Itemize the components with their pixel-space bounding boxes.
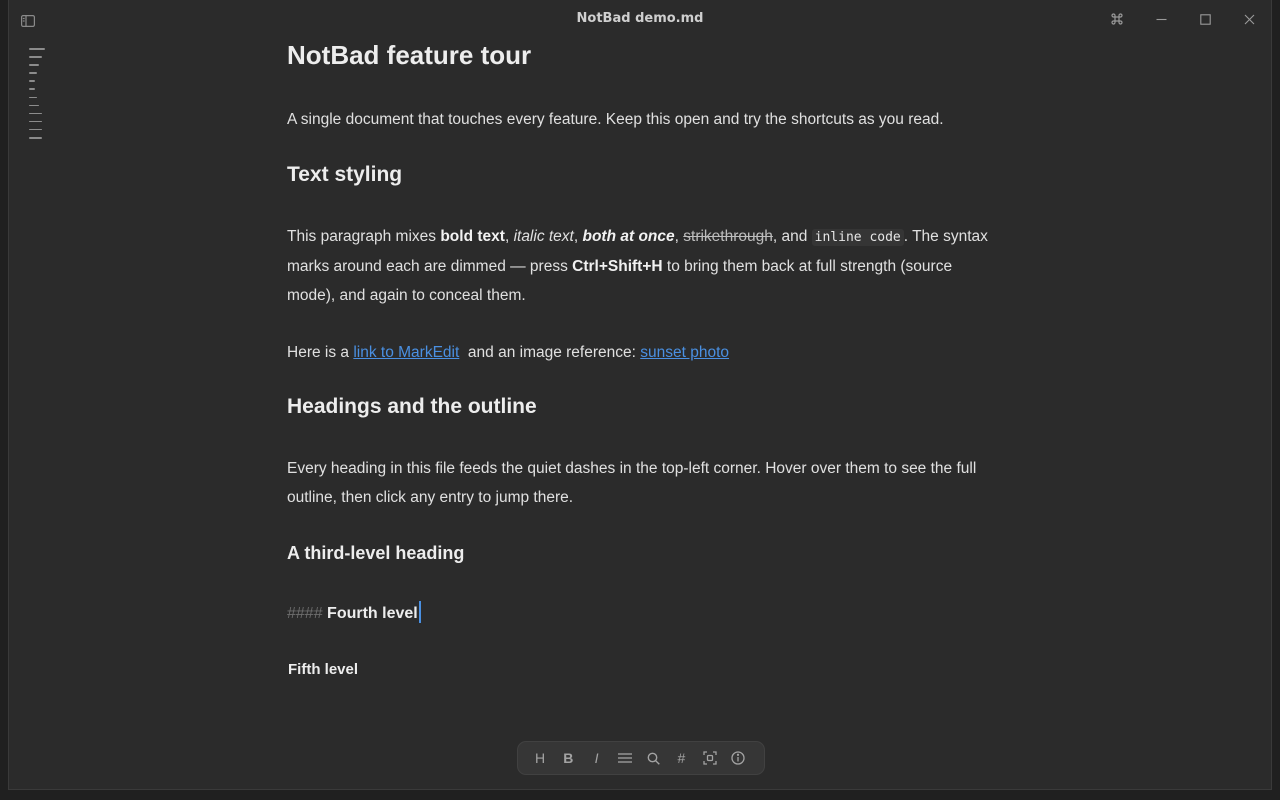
focus-button[interactable]: [698, 746, 722, 770]
bold-button[interactable]: [556, 746, 580, 770]
heading-button[interactable]: [528, 746, 552, 770]
search-icon: [647, 752, 660, 765]
shortcut-text: Ctrl+Shift+H: [572, 258, 663, 275]
minimize-button[interactable]: [1139, 0, 1183, 38]
heading-5: Fifth level: [288, 661, 359, 678]
hash-label: #: [677, 750, 686, 766]
title-bar: [9, 0, 1271, 38]
text-run: to bring them back at full strength (source mode), and again to conceal them.: [287, 258, 953, 304]
outline-dash[interactable]: [29, 113, 42, 115]
editor-window: [8, 0, 1272, 790]
outline-dash[interactable]: [29, 137, 42, 139]
heading-headings-outline: Headings and the outline: [287, 395, 537, 418]
bold-label: B: [563, 750, 574, 766]
text-caret: [419, 601, 421, 623]
focus-icon: [703, 751, 717, 765]
heading-marker: ####: [287, 605, 323, 622]
links-paragraph: [287, 338, 999, 367]
list-button[interactable]: [613, 746, 637, 770]
text-run: ,: [674, 228, 684, 245]
text-run: Here is a: [287, 344, 354, 361]
maximize-button[interactable]: [1183, 0, 1227, 38]
outline-minimap[interactable]: [29, 48, 49, 145]
info-icon: [731, 751, 745, 765]
info-button[interactable]: [726, 746, 750, 770]
italic-text: italic text: [513, 228, 574, 245]
text-run: This paragraph mixes: [287, 228, 441, 245]
bold-italic-text: both at once: [582, 228, 675, 245]
heading-4-line[interactable]: [287, 601, 421, 623]
outline-dash[interactable]: [29, 88, 35, 90]
outline-dash[interactable]: [29, 105, 39, 107]
text-run: , and: [772, 228, 812, 245]
heading-text-styling: Text styling: [287, 163, 403, 186]
text-run: ,: [573, 228, 583, 245]
outline-dash[interactable]: [29, 121, 42, 123]
text-run: and an image reference:: [459, 344, 641, 361]
formatting-toolbar: [517, 741, 765, 775]
heading-label: H: [534, 750, 546, 766]
sidebar-toggle-icon[interactable]: [21, 12, 37, 26]
heading-4: Fourth level: [327, 605, 418, 622]
tag-button[interactable]: [669, 746, 693, 770]
italic-button[interactable]: [585, 746, 609, 770]
heading-1: NotBad feature tour: [287, 40, 532, 70]
heading-3: A third-level heading: [287, 543, 465, 563]
list-icon: [618, 752, 632, 764]
strikethrough-text: strikethrough: [683, 228, 773, 245]
outline-dash[interactable]: [29, 80, 35, 82]
bold-text: bold text: [440, 228, 505, 245]
link-markedit[interactable]: link to MarkEdit: [353, 344, 460, 361]
outline-dash[interactable]: [29, 97, 37, 99]
text-styling-paragraph: [287, 222, 999, 310]
text-run: . The syntax marks around each are dimmed — press: [287, 228, 988, 275]
outline-dash[interactable]: [29, 56, 42, 58]
intro-paragraph: A single document that touches every feature. Keep this open and try the shortcuts as you read.: [287, 111, 944, 128]
search-button[interactable]: [641, 746, 665, 770]
outline-dash[interactable]: [29, 129, 42, 131]
text-run: ,: [504, 228, 514, 245]
outline-dash[interactable]: [29, 48, 45, 50]
outline-dash[interactable]: [29, 72, 37, 74]
headings-paragraph: Every heading in this file feeds the quiet dashes in the top-left corner. Hover over them to see the full outline, then click any entry to jump there.: [287, 460, 977, 506]
window-title: NotBad demo.md: [576, 11, 704, 26]
command-icon[interactable]: [1095, 0, 1139, 38]
close-button[interactable]: [1227, 0, 1271, 38]
outline-dash[interactable]: [29, 64, 39, 66]
italic-label: I: [594, 750, 599, 766]
window-controls: [1095, 0, 1271, 38]
inline-code: inline code: [812, 229, 904, 246]
link-sunset-photo[interactable]: sunset photo: [640, 344, 730, 361]
